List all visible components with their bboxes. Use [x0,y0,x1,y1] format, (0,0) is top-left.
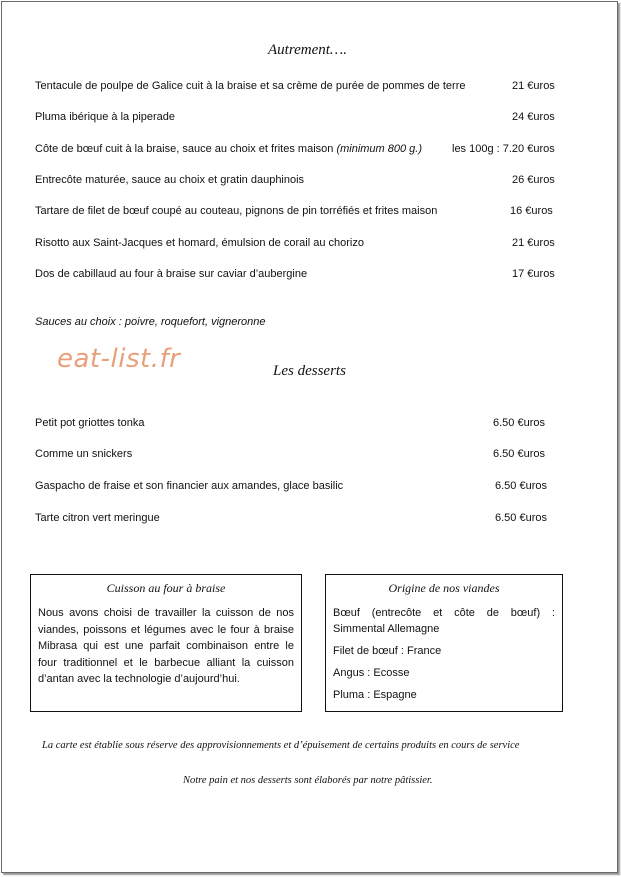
origine-line-boeuf: Bœuf (entrecôte et côte de bœuf) : Simmental Allemagne [333,607,555,635]
menu-item-name: Tartare de filet de bœuf coupé au couteau, pignons de pin torréfiés et frites maison [35,205,438,217]
menu-item-price: 21 €uros [512,80,555,92]
dessert-item-name: Comme un snickers [35,448,133,460]
menu-item-price: 21 €uros [512,237,555,249]
cuisson-box-title: Cuisson au four à braise [106,581,226,595]
dessert-item-price: 6.50 €uros [493,417,545,429]
menu-item-name: Risotto aux Saint-Jacques et homard, émulsion de corail au chorizo [35,237,364,249]
dessert-item-name: Gaspacho de fraise et son financier aux amandes, glace basilic [35,480,344,492]
cuisson-info-box [30,574,302,712]
menu-item-note: (minimum 800 g.) [336,143,423,155]
sauces-note: Sauces au choix : poivre, roquefort, vigneronne [35,316,266,328]
dessert-item-name: Petit pot griottes tonka [35,417,145,429]
menu-page [1,1,618,873]
menu-item-name: Pluma ibérique à la piperade [35,111,176,123]
origine-info-box [325,574,563,712]
footer-bakery-note: Notre pain et nos desserts sont élaborés par notre pâtissier. [183,775,433,786]
menu-item-price: 26 €uros [512,174,555,186]
menu-item-price: 24 €uros [512,111,555,123]
menu-item-price: 17 €uros [512,268,555,280]
origine-line-angus: Angus : Ecosse [333,667,410,679]
dessert-item-price: 6.50 €uros [495,480,547,492]
footer-availability-note: La carte est établie sous réserve des approvisionnements et d’épuisement de certains produits en cours de service [42,740,520,751]
menu-item-price: 16 €uros [510,205,553,217]
watermark-logo: eat-list.fr [57,344,181,374]
origine-line-filet: Filet de bœuf : France [333,645,442,657]
menu-item-price: les 100g : 7.20 €uros [452,143,555,155]
menu-item-row [35,143,422,155]
origine-box-title: Origine de nos viandes [388,581,500,595]
dessert-item-price: 6.50 €uros [493,448,545,460]
section-title-autrement: Autrement…. [268,42,348,58]
section-title-desserts: Les desserts [273,363,346,379]
dessert-item-price: 6.50 €uros [495,512,547,524]
cuisson-box-text: Nous avons choisi de travailler la cuisson de nos viandes, poissons et légumes avec le four à braise Mibrasa qui est une parfait combinaison entre le four traditionnel et le barbecue alliant la cuisson d’antan avec la technologie d’aujourd’hui. [38,607,294,685]
menu-item-name: Côte de bœuf cuit à la braise, sauce au choix et frites maison [35,143,334,155]
origine-line-pluma: Pluma : Espagne [333,689,417,701]
menu-item-name: Entrecôte maturée, sauce au choix et gratin dauphinois [35,174,305,186]
menu-item-name: Tentacule de poulpe de Galice cuit à la braise et sa crème de purée de pommes de terre [35,80,466,92]
dessert-item-name: Tarte citron vert meringue [35,512,160,524]
menu-item-name: Dos de cabillaud au four à braise sur caviar d’aubergine [35,268,308,280]
